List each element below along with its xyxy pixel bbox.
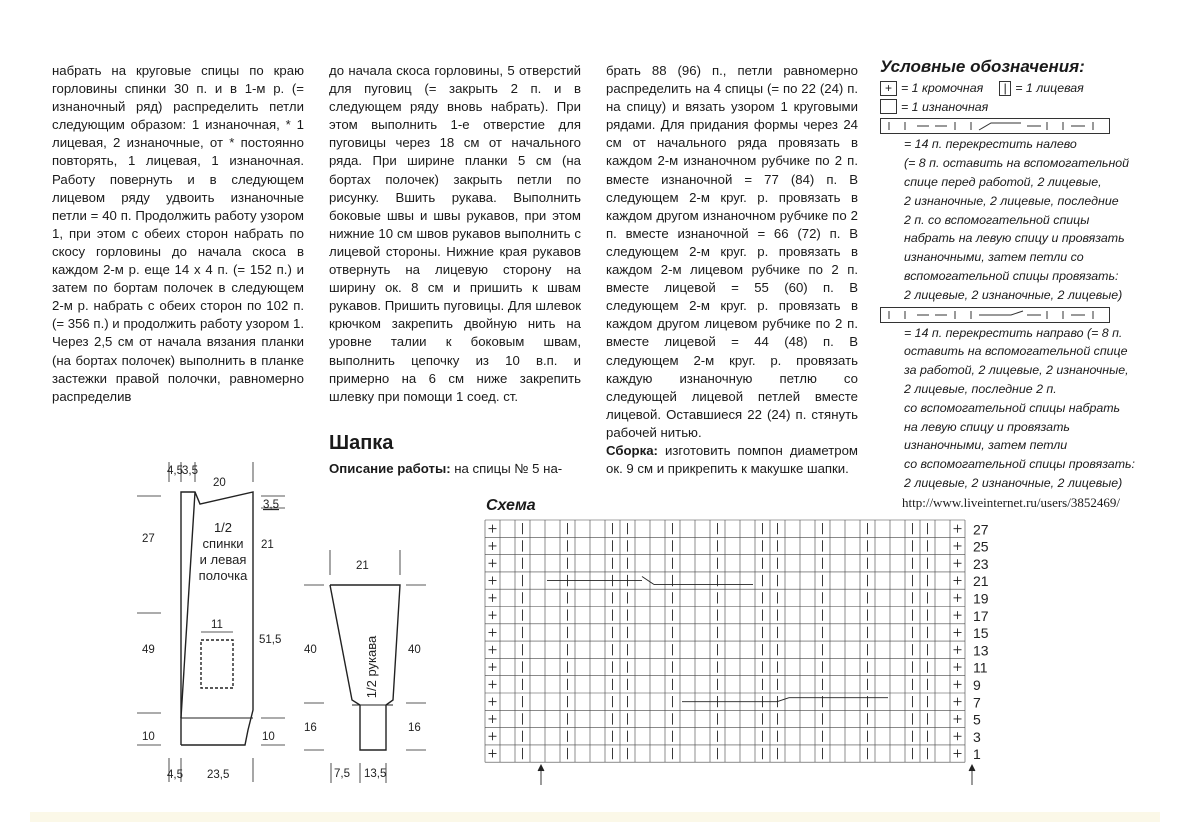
legend-title: Условные обозначения: [880,57,1085,76]
legend-purl-text: = 1 изнаночная [901,99,989,114]
text-column-2 [329,62,581,406]
legend-line: = 14 п. перекрестить направо (= 8 п. [904,325,1123,340]
dim-label: 10 [142,731,155,743]
legend-line: 2 лицевые, 2 изнаночные, 2 лицевые) [904,287,1123,302]
legend-line: спице перед работой, 2 лицевые, [904,174,1102,189]
edge-stitch-icon: + [880,81,897,96]
row-number: 23 [973,555,989,572]
dim-label: 20 [213,477,226,489]
paragraph: до начала скоса горловины, 5 отверстий для пуговиц (= закрыть 2 п. и в следующем ряду вновь набрать). При этом выполнить 1-е отверстие для пуговицы через 18 см от начального ряда. При ширине планки 5 см (на бортах полочек) закрыть петли по рисунку. Вшить рукава. Выполнить боковые швы и швы рукавов, при этом нижние 10 см швов рукавов выполнить с лицевой стороны. Нижние края рукавов отвернуть на лицевую сторону на ширину ок. 8 см и пришить к швам рукавов. Пришить пуговицы. Для шлевок крючком закрепить двойную нить на уровне талии к боковым швам, выполнить цепочку из 10 в.п. и примерно на 6 см ниже закрепить шлевку при помощи 1 соед. ст. [329,63,581,404]
row-number: 17 [973,607,989,624]
legend-line: (= 8 п. оставить на вспомогательной [904,156,1130,171]
body-label-line: спинки [202,536,244,551]
assembly-text: изготовить помпон диаметром ок. 9 см и прикрепить к макушке шапки. [606,442,858,477]
cable-right-icon [880,307,1110,323]
dim-label: 23,5 [207,769,230,781]
legend-line: оставить на вспомогательной спице [904,344,1128,359]
row-number: 15 [973,625,989,642]
cable-mark [642,577,654,585]
row-number: 3 [973,728,981,745]
hat-description [329,460,581,478]
dim-label: 51,5 [259,634,282,646]
dim-label: 7,5 [334,768,350,780]
row-number: 5 [973,711,981,728]
row-number: 1 [973,746,981,763]
body-label-line: 1/2 [213,520,233,535]
sleeve-label: 1/2 рукава [364,635,379,699]
text-column-1 [52,62,304,406]
schema-title: Схема [486,497,536,514]
legend-line: со вспомогательной спицы набрать [904,400,1121,415]
text-column-3 [606,62,858,478]
row-number: 7 [973,694,981,711]
legend-row-purl [880,98,1180,117]
knitting-chart [480,515,1010,790]
legend-line: вспомогательной спицы провязать: [904,268,1119,283]
hat-desc-text: на спицы № 5 на- [450,461,563,476]
body-label-line: полочка [198,568,248,583]
purl-stitch-icon [880,99,897,114]
legend-edge-text: = 1 кромочная [901,80,984,95]
dim-label: 11 [211,619,223,631]
legend-line: 2 изнаночные, 2 лицевые, последние [904,193,1119,208]
cable-left-icon [880,118,1110,134]
dim-label: 40 [304,644,317,656]
paragraph: набрать на круговые спицы по краю горловины спинки 30 п. и в 1-м р. (= изнаночный ряд) распределить петли следующим образом: 1 изнаночная, * 1 лицевая, 2 изнаночные, от * постоянно повторять, 1 лицевая, 1 изнаночная. Работу повернуть и в следующем лицевом ряду удвоить изнаночные петли = 40 п. Продолжить работу узором 1, при этом с обеих сторон набрать по скосу горловины до начала скоса в каждом 2-м р. еще 14 х 4 п. (= 152 п.) и затем по бортам полочек в следующем 2-м р. набрать с обеих сторон по 102 п. (= 356 п.) и продолжить работу узором 1. Через 2,5 см от начала вязания планки (на бортах полочек) выполнить в планке застежки правой полочки, равномерно распределив [52,63,304,404]
row-number: 13 [973,642,989,659]
legend-cable-left [880,135,1180,304]
legend-line: со вспомогательной спицы провязать: [904,457,1135,472]
row-number: 21 [973,573,989,590]
row-number: 19 [973,590,989,607]
body-pattern-diagram [135,460,295,790]
dim-label: 27 [142,533,155,545]
dim-label: 3,5 [263,499,279,511]
legend-line: = 14 п. перекрестить налево [904,137,1077,152]
row-number: 27 [973,521,989,538]
row-number: 25 [973,538,989,555]
legend-row-edge [880,79,1180,98]
dim-label: 4,5 [167,769,183,781]
dim-label: 16 [408,722,421,734]
dim-label: 21 [261,539,274,551]
legend-line: 2 лицевые, последние 2 п. [904,381,1057,396]
legend-cable-right [880,324,1180,493]
legend-knit-text: = 1 лицевая [1015,80,1084,95]
legend-line: 2 лицевые, 2 изнаночные, 2 лицевые) [904,475,1123,490]
dim-label: 4,5 [167,465,183,477]
dim-label: 10 [262,731,275,743]
paragraph: брать 88 (96) п., петли равномерно распределить на 4 спицы (= по 22 (24) п. на спицу) и вязать узором 1 круговыми рядами. Для придания формы через 24 см от начального ряда провязать в каждом 2-м изнаночном рубчике по 2 п. вместе изнаночной = 77 (84) п. В следующем 2-м круг. р. провязать в каждом другом изнаночном рубчике по 2 п. вместе изнаночной = 66 (72) п. В следующем 2-м круг. р. провязать в каждом 2-м лицевом рубчике по 2 п. вместе лицевой = 55 (60) п. В следующем 2-м круг. р. провязать в каждом другом лицевом рубчике по 2 п. вместе лицевой = 44 (48) п. В следующем 2-м круг. р. провязать каждую изнаночную петлю со следующей лицевой петлей вместе лицевой. Оставшиеся 22 (24) п. стянуть рабочей нитью. [606,63,858,440]
dim-label: 40 [408,644,421,656]
row-number: 11 [973,659,988,676]
dim-label: 21 [356,560,369,572]
dim-label: 16 [304,722,317,734]
cable-mark [777,698,789,702]
hat-desc-label: Описание работы: [329,461,451,476]
legend [880,58,1180,493]
legend-line: набрать на левую спицу и провязать [904,231,1125,246]
hat-heading: Шапка [329,432,394,454]
sleeve-pattern-diagram [300,545,435,790]
assembly-paragraph [606,442,858,478]
legend-line: изнаночными, затем петли со [904,250,1084,265]
assembly-label: Сборка: [606,442,658,458]
dim-label: 3,5 [182,465,198,477]
legend-line: на левую спицу и провязать [904,419,1070,434]
legend-line: 2 п. со вспомогательной спицы [904,212,1090,227]
row-number: 9 [973,677,981,693]
dim-label: 49 [142,644,155,656]
dim-label: 13,5 [364,768,387,780]
body-label-line: и левая [199,552,247,567]
source-url[interactable]: http://www.liveinternet.ru/users/3852469/ [902,495,1120,510]
knit-stitch-icon: | [999,81,1011,96]
footer-bar [30,812,1160,822]
pocket-outline [201,640,233,688]
legend-line: за работой, 2 лицевые, 2 изнаночные, [904,363,1129,378]
legend-line: изнаночными, затем петли [904,438,1068,453]
